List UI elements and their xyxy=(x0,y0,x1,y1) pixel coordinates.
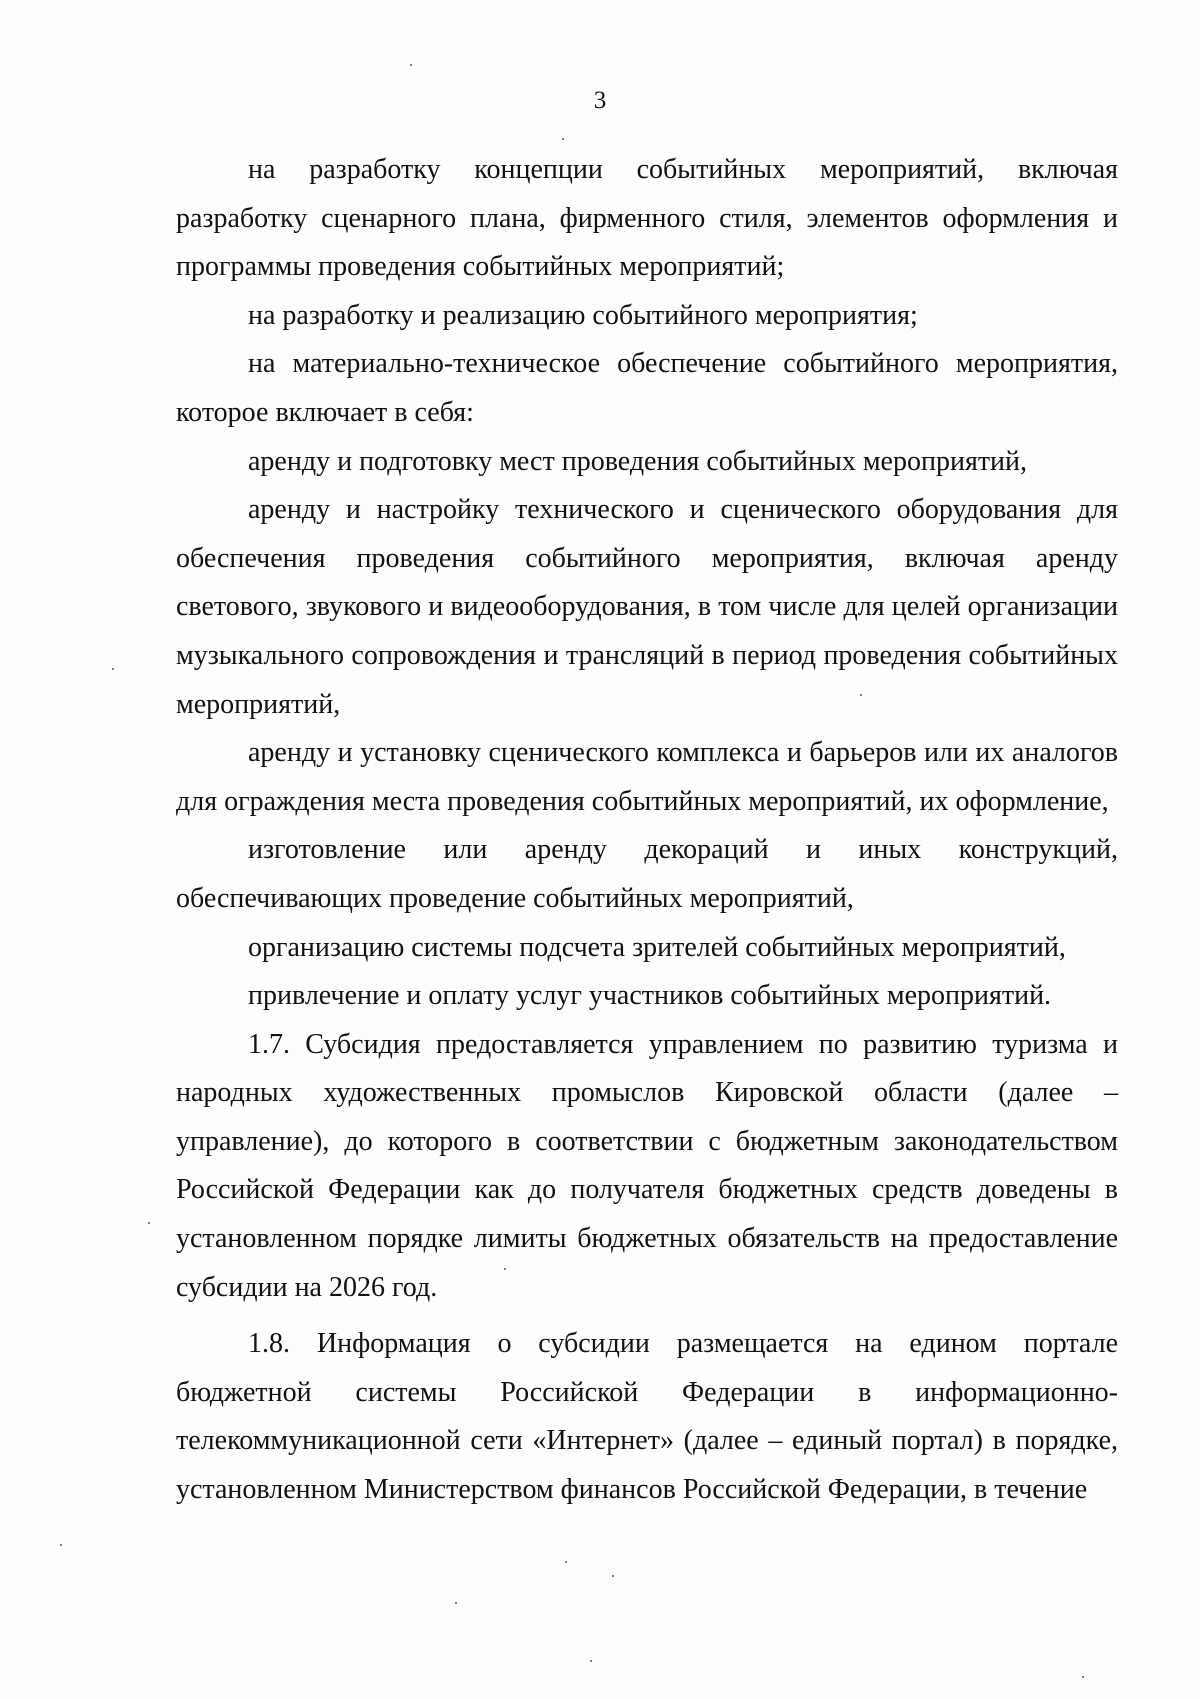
paragraph-spectator-counting: организацию системы подсчета зрителей событийных мероприятий, xyxy=(248,931,1066,963)
paragraph-venue-rental: аренду и подготовку мест проведения событийных мероприятий, xyxy=(248,445,1028,477)
scan-speck xyxy=(562,138,564,140)
paragraph-concept-development: на разработку концепции событийных мероприятий, включая разработку сценарного плана, фирменного стиля, элементов оформления и программы проведения событийных мероприятий; xyxy=(176,154,1118,283)
scan-speck xyxy=(860,694,862,696)
scan-speck xyxy=(112,668,114,670)
paragraph-event-implementation: на разработку и реализацию событийного мероприятия; xyxy=(248,299,918,331)
paragraph-clause-1-8: 1.8. Информация о субсидии размещается на едином портале бюджетной системы Российской Федерации в информационно-телекоммуникационной сети «Интернет» (далее – единый портал) в порядке, установленном Министерством финансов Российской Федерации, в течение xyxy=(176,1328,1118,1506)
paragraph-equipment-rental: аренду и настройку технического и сценического оборудования для обеспечения проведения событийного мероприятия, включая аренду светового, звукового и видеооборудования, в том числе для целей организации музыкального сопровождения и трансляций в период проведения событийных мероприятий, xyxy=(176,494,1118,720)
page-number: 3 xyxy=(593,87,607,114)
paragraph-stage-barriers: аренду и установку сценического комплекса и барьеров или их аналогов для ограждения места проведения событийных мероприятий, их оформление, xyxy=(176,737,1118,817)
paragraph-decorations: изготовление или аренду декораций и иных конструкций, обеспечивающих проведение событийных мероприятий, xyxy=(176,834,1118,914)
scan-speck xyxy=(455,1602,457,1604)
scan-speck xyxy=(148,1222,150,1224)
paragraph-clause-1-7: 1.7. Субсидия предоставляется управлением по развитию туризма и народных художественных промыслов Кировской области (далее – управление), до которого в соответствии с бюджетным законодательством Российской Федерации как до получателя бюджетных средств доведены в установленном порядке лимиты бюджетных обязательств на предоставление субсидии на 2026 год. xyxy=(176,1028,1118,1303)
paragraph-participant-services: привлечение и оплату услуг участников событийных мероприятий. xyxy=(248,980,1052,1012)
scan-speck xyxy=(410,64,412,66)
scan-speck xyxy=(612,1575,614,1577)
scan-speck xyxy=(504,1268,506,1270)
scan-speck xyxy=(1082,1676,1084,1678)
paragraph-material-support: на материально-техническое обеспечение событийного мероприятия, которое включает в себя: xyxy=(176,348,1118,428)
document-body xyxy=(176,146,1118,1515)
scan-speck xyxy=(60,1544,62,1546)
scan-speck xyxy=(590,1660,592,1662)
scan-speck xyxy=(565,1561,567,1563)
